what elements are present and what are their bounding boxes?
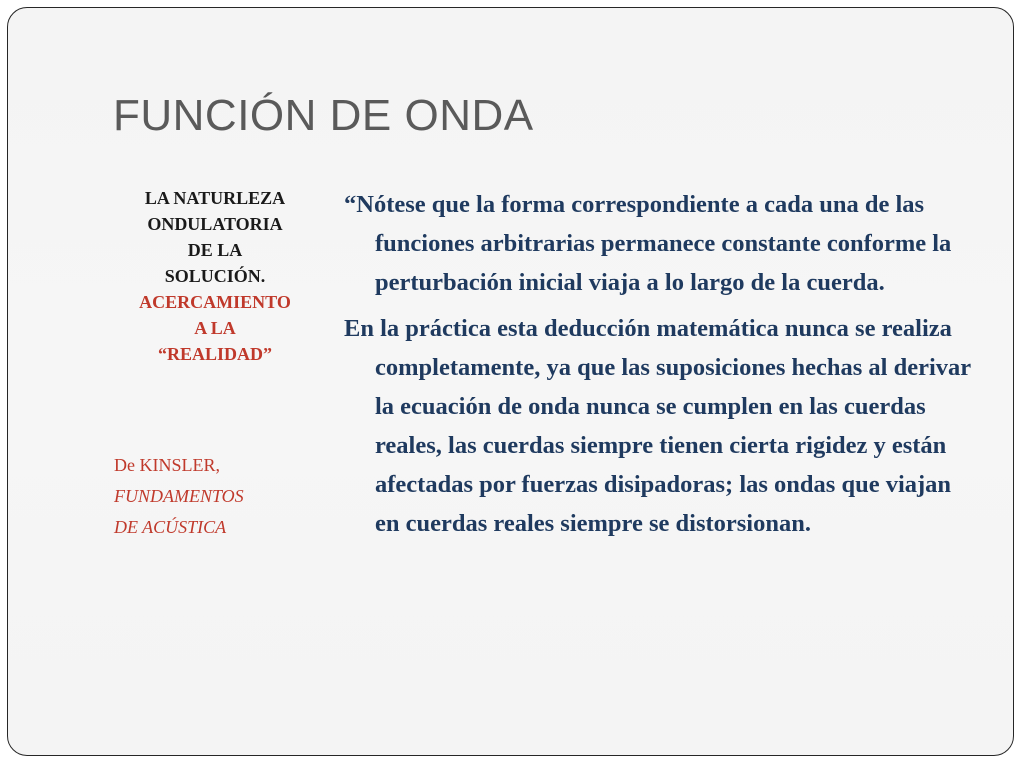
subtitle-line-highlight: “REALIDAD” (157, 344, 272, 364)
quote-paragraph: En la práctica esta deducción matemática nunca se realiza completamente, ya que las suposiciones hechas al derivar la ecuación de onda nunca se cumplen en las cuerdas reales, las cuerdas siempre tienen cierta rigidez y están afectadas por fuerzas disipadoras; las ondas que viajan en cuerdas reales siempre se distorsionan. (344, 315, 971, 537)
subtitle-line: LA NATURLEZA (144, 188, 286, 208)
subtitle-line-highlight: A LA (194, 318, 236, 338)
quote-paragraph: “Nótese que la forma correspondiente a cada una de las funciones arbitrarias permanece constante conforme la perturbación inicial viaja a lo largo de la cuerda. (344, 191, 952, 296)
source-citation (114, 450, 344, 543)
citation-book-title: FUNDAMENTOS (114, 486, 244, 506)
body-text (344, 185, 974, 550)
subtitle-line-highlight: ACERCAMIENTO (139, 292, 291, 312)
citation-book-title: DE ACÚSTICA (114, 517, 227, 537)
subtitle-line: DE LA (187, 240, 243, 260)
subtitle-line: SOLUCIÓN. (164, 266, 266, 286)
citation-author: De KINSLER, (114, 455, 220, 475)
subtitle-column (104, 185, 326, 367)
slide-title: FUNCIÓN DE ONDA (113, 91, 534, 140)
subtitle-line: ONDULATORIA (147, 214, 283, 234)
